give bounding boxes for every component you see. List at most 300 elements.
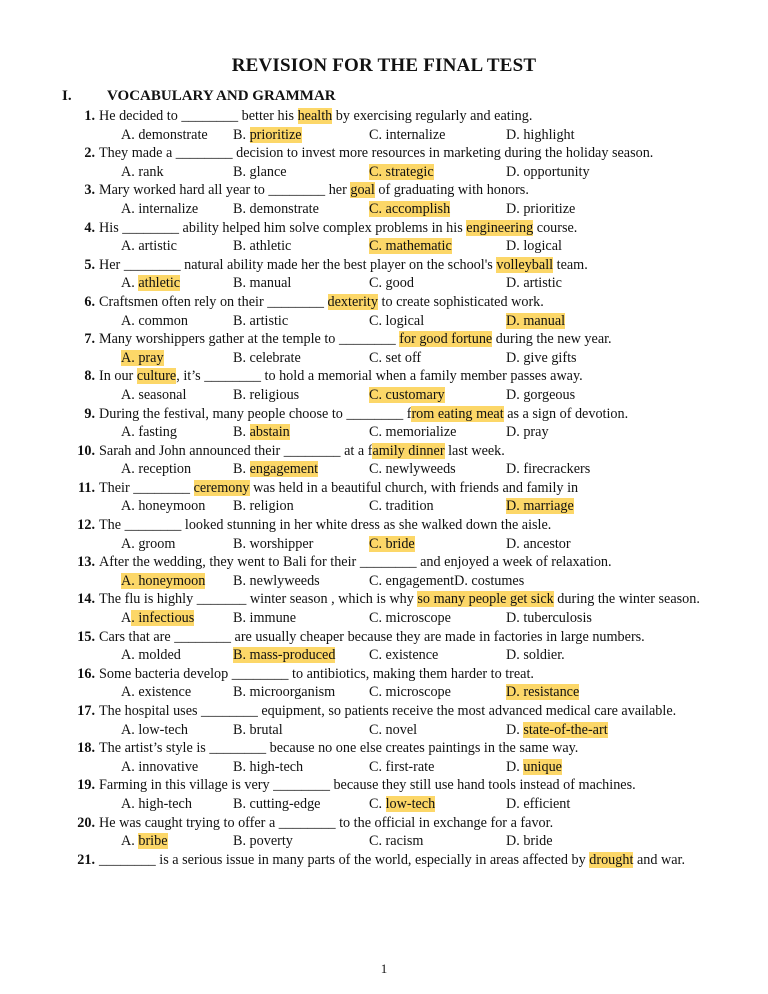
question-item	[0, 739, 768, 758]
highlighted-text: unique	[523, 758, 562, 775]
question-number: 6.	[84, 293, 95, 310]
text-segment: A. fasting	[121, 424, 177, 441]
text-segment: Sarah and John announced their ________ at a f	[99, 442, 373, 459]
answer-option-b	[233, 237, 291, 256]
answer-option-b	[233, 535, 313, 554]
text-segment: D.	[506, 721, 524, 738]
highlighted-text: C. strategic	[369, 163, 434, 180]
answer-option-b	[233, 609, 296, 628]
answer-option-d	[506, 423, 549, 442]
question-item	[0, 293, 768, 312]
text-segment: B. religion	[233, 498, 294, 515]
answer-option-a	[121, 460, 191, 479]
text-segment: The ________ looked stunning in her white dress as she walked down the aisle.	[99, 517, 552, 534]
question-number: 18.	[77, 740, 95, 757]
text-segment: C. set off	[369, 349, 422, 366]
text-segment: last week.	[444, 442, 505, 459]
answer-options	[0, 535, 768, 554]
text-segment: C. logical	[369, 312, 425, 329]
text-segment: A. innovative	[121, 758, 199, 775]
answer-option-d	[506, 758, 562, 777]
answer-option-a	[121, 758, 198, 777]
section-number: I.	[62, 88, 72, 104]
question-number: 21.	[77, 851, 95, 868]
text-segment: C. existence	[369, 647, 439, 664]
text-segment: B.	[233, 126, 250, 143]
text-segment: The hospital uses ________ equipment, so patients receive the most advanced medical care available.	[99, 703, 677, 719]
answer-option-c	[369, 349, 421, 368]
answer-option-a	[121, 721, 188, 740]
answer-options	[0, 795, 768, 814]
text-segment: A. high-tech	[121, 795, 192, 812]
answer-option-c	[369, 386, 445, 405]
highlighted-text: ceremony	[193, 479, 250, 496]
answer-option-c	[369, 721, 417, 740]
text-segment: Craftsmen often rely on their ________	[99, 293, 328, 310]
text-segment: course.	[533, 219, 578, 236]
answer-option-a	[121, 349, 164, 368]
highlighted-text: B. mass-produced	[233, 647, 336, 664]
answer-option-a	[121, 237, 177, 256]
text-segment: to create sophisticated work.	[377, 293, 544, 310]
answer-option-a	[121, 423, 177, 442]
answer-option-c	[369, 497, 434, 516]
text-segment: D. efficient	[506, 795, 571, 812]
question-number: 19.	[77, 777, 95, 794]
question-number: 13.	[77, 554, 95, 571]
answer-options	[0, 274, 768, 293]
page-number: 1	[380, 961, 388, 976]
answer-option-a	[121, 609, 194, 628]
highlighted-text: C. mathematic	[369, 238, 452, 255]
answer-options	[0, 163, 768, 182]
question-item	[0, 442, 768, 461]
question-item	[0, 181, 768, 200]
answer-option-a	[121, 683, 191, 702]
question-item	[0, 330, 768, 349]
highlighted-text: D. marriage	[506, 498, 574, 515]
answer-options	[0, 200, 768, 219]
text-segment: C. good	[369, 275, 414, 292]
text-segment: D. artistic	[506, 275, 562, 292]
text-segment: B. manual	[233, 275, 292, 292]
question-stem	[99, 331, 612, 347]
text-segment: C. microscope	[369, 610, 451, 627]
highlighted-text: state-of-the-art	[523, 721, 608, 738]
highlighted-text: engagement	[249, 461, 319, 478]
question-number: 2.	[84, 145, 95, 162]
question-number: 8.	[84, 368, 95, 385]
answer-option-a	[121, 497, 205, 516]
answer-option-a	[121, 386, 186, 405]
question-stem	[99, 108, 532, 124]
answer-option-b	[233, 795, 320, 814]
answer-option-d	[506, 721, 608, 740]
text-segment: C. memorialize	[369, 424, 457, 441]
text-segment: , it’s ________ to hold a memorial when a family member passes away.	[176, 368, 583, 385]
question-number: 1.	[84, 108, 95, 124]
answer-option-c	[369, 126, 445, 145]
text-segment: A. seasonal	[121, 386, 187, 403]
text-segment: was held in a beautiful church, with friends and family in	[249, 479, 579, 496]
highlighted-text: . infectious	[131, 610, 195, 627]
text-segment: D. highlight	[506, 126, 575, 143]
highlighted-text: rom eating meat	[411, 405, 504, 422]
text-segment: D. give gifts	[506, 349, 577, 366]
question-item	[0, 256, 768, 275]
answer-option-a	[121, 312, 188, 331]
answer-option-d	[506, 795, 570, 814]
highlighted-text: prioritize	[249, 126, 302, 143]
question-stem	[99, 257, 588, 273]
text-segment: D. ancestor	[506, 535, 571, 552]
text-segment: A. rank	[121, 163, 164, 180]
question-item	[0, 776, 768, 795]
answer-option-b	[233, 274, 291, 293]
highlighted-text: goal	[350, 182, 375, 199]
text-segment: A. molded	[121, 647, 181, 664]
answer-option-d	[506, 832, 553, 851]
question-stem	[99, 740, 578, 756]
question-item	[0, 553, 768, 572]
question-stem	[99, 591, 700, 607]
text-segment: His ________ ability helped him solve complex problems in his	[99, 219, 467, 236]
text-segment: B. microorganism	[233, 684, 336, 701]
text-segment: of graduating with honors.	[374, 182, 529, 199]
question-item	[0, 814, 768, 833]
text-segment: A.	[121, 833, 139, 850]
answer-option-d	[506, 497, 574, 516]
answer-option-c	[369, 163, 434, 182]
answer-option-b	[233, 386, 299, 405]
text-segment: D. gorgeous	[506, 386, 576, 403]
highlighted-text: abstain	[249, 424, 290, 441]
answer-option-c	[369, 795, 435, 814]
answer-option-b	[233, 832, 293, 851]
question-stem	[99, 629, 645, 645]
highlighted-text: C. accomplish	[369, 200, 451, 217]
answer-option-a	[121, 646, 181, 665]
answer-option-a	[121, 535, 175, 554]
answer-option-b	[233, 758, 303, 777]
answer-option-d	[506, 274, 562, 293]
text-segment: Farming in this village is very ________ because they still use hand tools instead of machines.	[99, 777, 636, 794]
answer-options	[0, 312, 768, 331]
answer-option-a	[121, 572, 205, 591]
question-stem	[99, 777, 636, 793]
answer-option-d	[506, 163, 590, 182]
question-stem	[99, 443, 505, 459]
answer-options	[0, 349, 768, 368]
highlighted-text: C. bride	[369, 535, 415, 552]
highlighted-text: D. resistance	[506, 684, 580, 701]
text-segment: C. microscope	[369, 684, 451, 701]
text-segment: A	[121, 610, 132, 627]
answer-option-b	[233, 721, 283, 740]
text-segment: A. reception	[121, 461, 192, 478]
answer-option-b	[233, 683, 335, 702]
answer-options	[0, 386, 768, 405]
question-number: 9.	[84, 405, 95, 422]
highlighted-text: A. honeymoon	[121, 572, 206, 589]
answer-options	[0, 497, 768, 516]
question-stem	[99, 294, 544, 310]
text-segment: A. groom	[121, 535, 176, 552]
text-segment: ________ is a serious issue in many parts of the world, especially in areas affected by	[99, 851, 590, 868]
answer-option-d	[506, 312, 565, 331]
question-item	[0, 516, 768, 535]
question-number: 3.	[84, 182, 95, 199]
answer-options	[0, 460, 768, 479]
highlighted-text: engineering	[466, 219, 534, 236]
text-segment: C. internalize	[369, 126, 446, 143]
answer-option-c	[369, 572, 524, 591]
text-segment: during the winter season.	[553, 591, 700, 608]
answer-option-d	[506, 200, 575, 219]
answer-options	[0, 126, 768, 145]
text-segment: A. low-tech	[121, 721, 188, 738]
text-segment: C.	[369, 795, 386, 812]
answer-option-b	[233, 460, 318, 479]
highlighted-text: so many people get sick	[417, 591, 554, 608]
text-segment: B. worshipper	[233, 535, 314, 552]
text-segment: Their ________	[99, 479, 194, 496]
answer-option-b	[233, 497, 294, 516]
text-segment: D. soldier.	[506, 647, 565, 664]
question-item	[0, 479, 768, 498]
highlighted-text: amily dinner	[372, 442, 445, 459]
answer-options	[0, 683, 768, 702]
question-item	[0, 851, 768, 870]
answer-options	[0, 646, 768, 665]
question-stem	[99, 480, 578, 496]
answer-option-d	[506, 237, 562, 256]
text-segment: In our	[99, 368, 137, 385]
text-segment: B. cutting-edge	[233, 795, 321, 812]
text-segment: C. engagementD. costumes	[369, 572, 525, 589]
text-segment: B.	[233, 424, 250, 441]
answer-option-a	[121, 832, 168, 851]
text-segment: He was caught trying to offer a ________ to the official in exchange for a favor.	[99, 814, 554, 831]
text-segment: Many worshippers gather at the temple to ________	[99, 331, 400, 348]
question-number: 15.	[77, 628, 95, 645]
answer-option-c	[369, 646, 438, 665]
highlighted-text: athletic	[138, 275, 181, 292]
question-number: 16.	[77, 665, 95, 682]
question-item	[0, 702, 768, 721]
question-item	[0, 665, 768, 684]
section-title: VOCABULARY AND GRAMMAR	[107, 88, 336, 104]
text-segment: D. pray	[506, 424, 549, 441]
question-item	[0, 107, 768, 126]
answer-option-a	[121, 274, 180, 293]
answer-options	[0, 572, 768, 591]
answer-option-a	[121, 163, 164, 182]
highlighted-text: volleyball	[496, 256, 554, 273]
question-stem	[99, 666, 534, 682]
answer-option-d	[506, 535, 571, 554]
answer-option-c	[369, 535, 415, 554]
question-number: 17.	[77, 703, 95, 719]
page-title: REVISION FOR THE FINAL TEST	[231, 55, 537, 76]
text-segment: After the wedding, they went to Bali for their ________ and enjoyed a week of relaxation.	[99, 554, 612, 571]
text-segment: C. first-rate	[369, 758, 435, 775]
text-segment: Some bacteria develop ________ to antibiotics, making them harder to treat.	[99, 665, 534, 682]
text-segment: D. firecrackers	[506, 461, 591, 478]
text-segment: by exercising regularly and eating.	[332, 108, 533, 124]
text-segment: A.	[121, 275, 139, 292]
text-segment: D.	[506, 758, 524, 775]
answer-options	[0, 721, 768, 740]
answer-options	[0, 237, 768, 256]
highlighted-text: drought	[589, 851, 634, 868]
answer-option-c	[369, 832, 423, 851]
highlighted-text: dexterity	[327, 293, 378, 310]
answer-option-d	[506, 460, 590, 479]
answer-option-c	[369, 609, 451, 628]
text-segment: B. demonstrate	[233, 200, 319, 217]
text-segment: D. logical	[506, 238, 562, 255]
answer-option-b	[233, 349, 301, 368]
text-segment: B. immune	[233, 610, 297, 627]
question-number: 7.	[84, 331, 95, 348]
answer-option-a	[121, 795, 192, 814]
text-segment: C. newlyweeds	[369, 461, 456, 478]
text-segment: C. tradition	[369, 498, 434, 515]
question-stem	[99, 145, 653, 161]
answer-options	[0, 832, 768, 851]
highlighted-text: C. customary	[369, 386, 445, 403]
text-segment: B. artistic	[233, 312, 289, 329]
text-segment: during the new year.	[492, 331, 612, 348]
answer-options	[0, 423, 768, 442]
answer-option-c	[369, 423, 456, 442]
question-item	[0, 219, 768, 238]
text-segment: B. high-tech	[233, 758, 304, 775]
question-stem	[99, 554, 612, 570]
question-list	[0, 107, 768, 869]
highlighted-text: culture	[136, 368, 177, 385]
question-item	[0, 628, 768, 647]
question-item	[0, 367, 768, 386]
answer-option-c	[369, 312, 424, 331]
answer-option-d	[506, 609, 592, 628]
text-segment: Her ________ natural ability made her the best player on the school's	[99, 256, 497, 273]
text-segment: B. brutal	[233, 721, 283, 738]
answer-options	[0, 758, 768, 777]
text-segment: During the festival, many people choose to ________ f	[99, 405, 412, 422]
answer-option-d	[506, 646, 565, 665]
answer-option-b	[233, 423, 290, 442]
question-stem	[99, 852, 685, 868]
text-segment: C. novel	[369, 721, 418, 738]
answer-option-d	[506, 349, 577, 368]
question-number: 20.	[77, 814, 95, 831]
text-segment: C. racism	[369, 833, 424, 850]
text-segment: The flu is highly _______ winter season , which is why	[99, 591, 418, 608]
question-item	[0, 144, 768, 163]
question-number: 5.	[84, 256, 95, 273]
question-number: 12.	[77, 517, 95, 534]
question-stem	[99, 368, 583, 384]
text-segment: Cars that are ________ are usually cheaper because they are made in factories in large numbers.	[99, 628, 645, 645]
answer-option-a	[121, 200, 198, 219]
text-segment: A. common	[121, 312, 188, 329]
text-segment: A. existence	[121, 684, 192, 701]
highlighted-text: A. pray	[121, 349, 164, 366]
text-segment: B. religious	[233, 386, 300, 403]
text-segment: A. honeymoon	[121, 498, 206, 515]
answer-option-c	[369, 683, 451, 702]
text-segment: B. athletic	[233, 238, 292, 255]
text-segment: and war.	[633, 851, 686, 868]
text-segment: D. tuberculosis	[506, 610, 592, 627]
text-segment: B. newlyweeds	[233, 572, 320, 589]
highlighted-text: health	[297, 108, 333, 124]
question-stem	[99, 703, 676, 719]
text-segment: A. artistic	[121, 238, 177, 255]
answer-option-b	[233, 312, 288, 331]
answer-option-c	[369, 200, 450, 219]
text-segment: as a sign of devotion.	[503, 405, 629, 422]
question-number: 4.	[84, 219, 95, 236]
answer-option-c	[369, 237, 452, 256]
text-segment: The artist’s style is ________ because no one else creates paintings in the same way.	[99, 740, 579, 757]
text-segment: D. bride	[506, 833, 553, 850]
text-segment: D. prioritize	[506, 200, 576, 217]
question-number: 14.	[77, 591, 95, 608]
answer-option-d	[506, 683, 579, 702]
answer-option-c	[369, 460, 456, 479]
question-item	[0, 405, 768, 424]
answer-option-b	[233, 646, 335, 665]
highlighted-text: low-tech	[385, 795, 436, 812]
answer-option-b	[233, 200, 319, 219]
text-segment: Mary worked hard all year to ________ her	[99, 182, 351, 199]
answer-options	[0, 609, 768, 628]
question-stem	[99, 182, 529, 198]
question-number: 10.	[77, 442, 95, 459]
question-stem	[99, 220, 577, 236]
text-segment: team.	[553, 256, 588, 273]
text-segment: B. glance	[233, 163, 287, 180]
question-item	[0, 590, 768, 609]
answer-option-a	[121, 126, 208, 145]
text-segment: A. internalize	[121, 200, 199, 217]
answer-option-d	[506, 386, 575, 405]
answer-option-d	[506, 126, 575, 145]
question-stem	[99, 406, 628, 422]
text-segment: B. poverty	[233, 833, 293, 850]
answer-option-c	[369, 758, 434, 777]
highlighted-text: for good fortune	[399, 331, 493, 348]
text-segment: A. demonstrate	[121, 126, 208, 143]
answer-option-b	[233, 572, 320, 591]
answer-option-b	[233, 163, 287, 182]
text-segment: He decided to ________ better his	[99, 108, 298, 124]
question-number: 11.	[78, 479, 95, 496]
text-segment: D. opportunity	[506, 163, 590, 180]
text-segment: They made a ________ decision to invest more resources in marketing during the holiday season.	[99, 145, 654, 162]
highlighted-text: D. manual	[506, 312, 566, 329]
question-stem	[99, 517, 551, 533]
text-segment: B. celebrate	[233, 349, 301, 366]
highlighted-text: bribe	[138, 833, 168, 850]
answer-option-c	[369, 274, 414, 293]
text-segment: B.	[233, 461, 250, 478]
answer-option-b	[233, 126, 302, 145]
question-stem	[99, 815, 553, 831]
